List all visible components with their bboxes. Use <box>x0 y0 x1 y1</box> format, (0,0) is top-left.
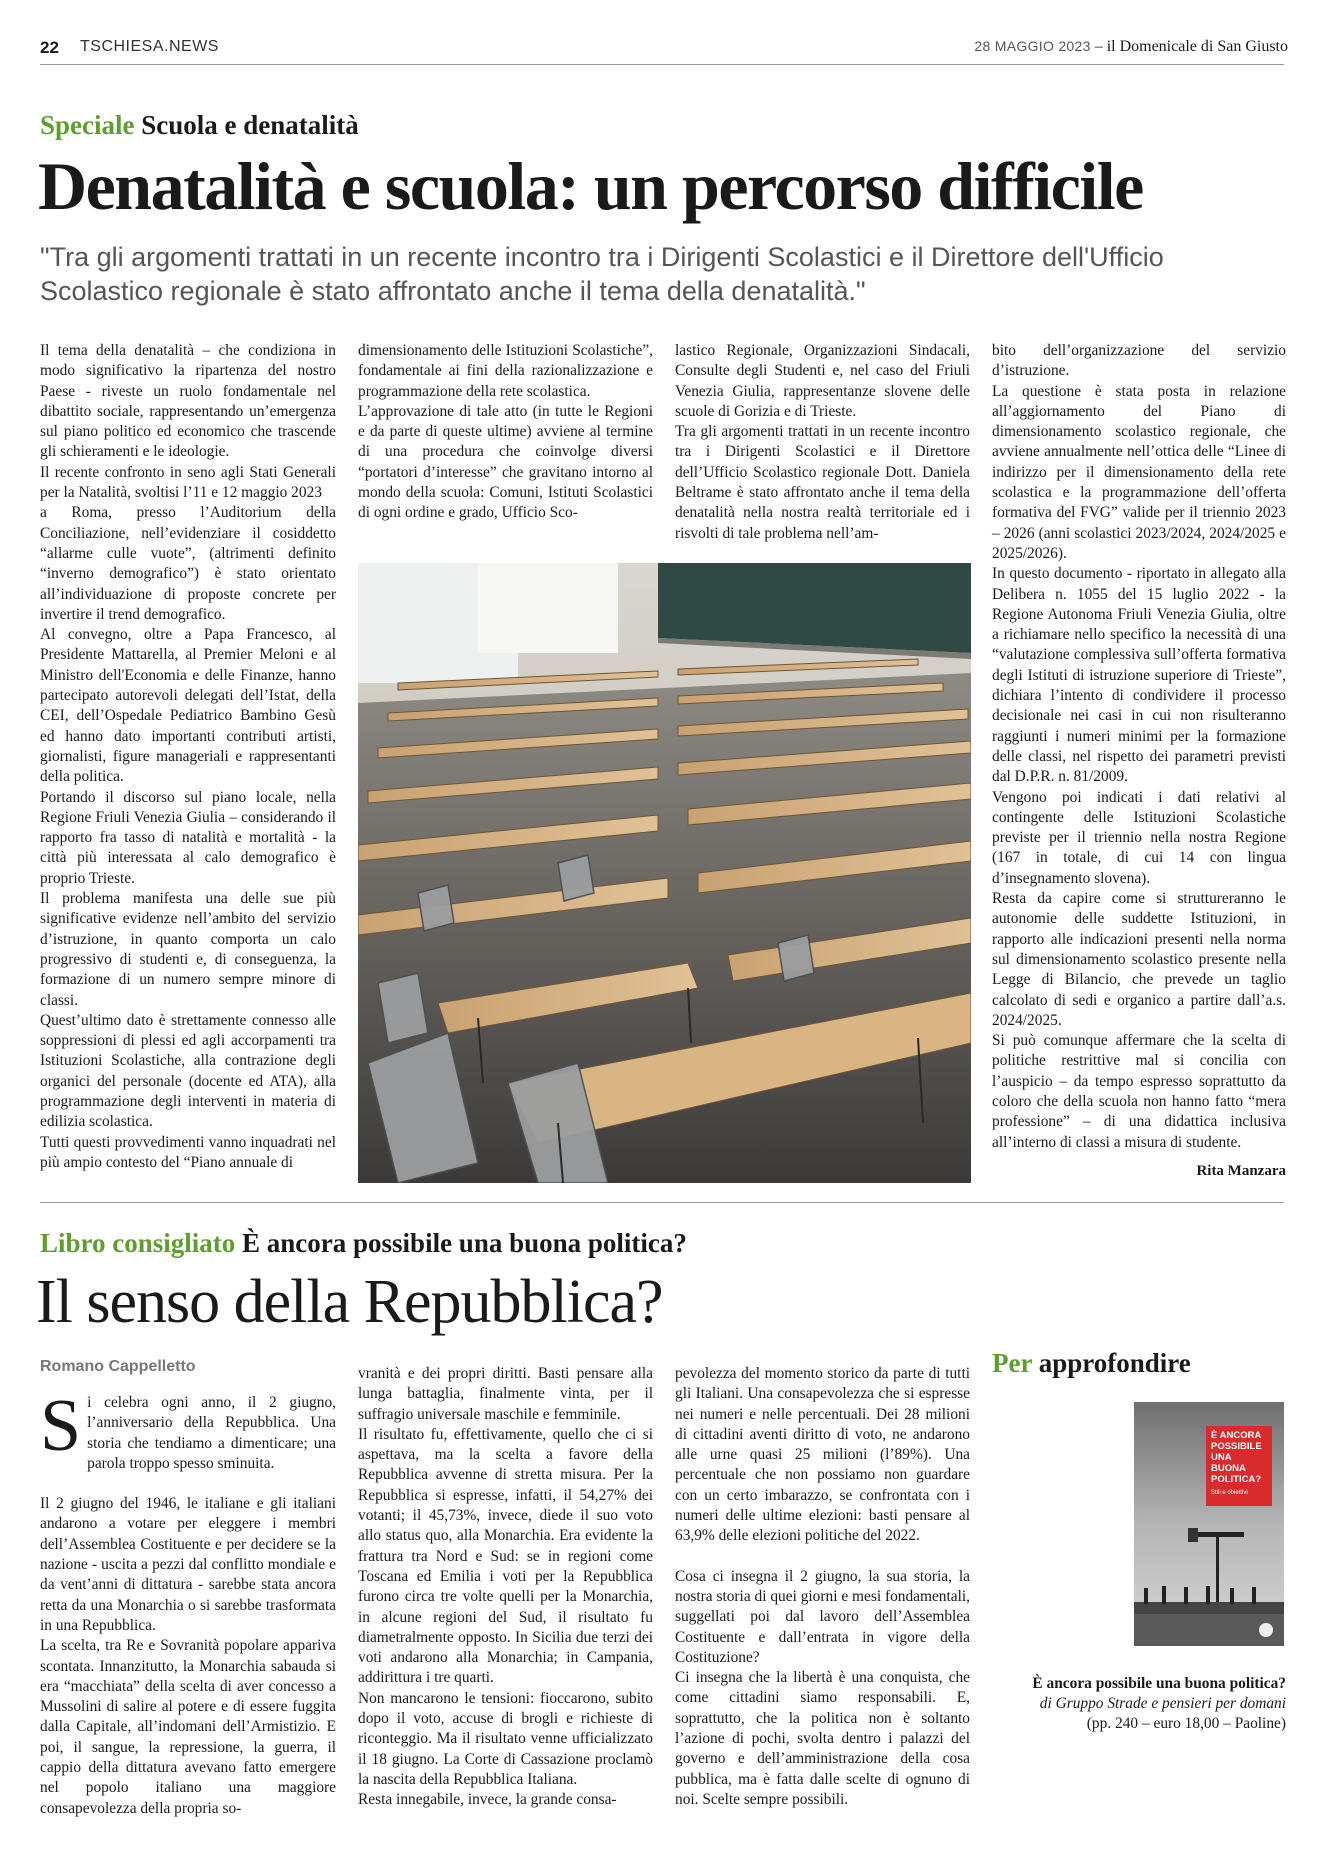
article1-column-3 <box>675 341 970 544</box>
book-info: (pp. 240 – euro 18,00 – Paoline) <box>1086 1715 1286 1732</box>
paragraph: Al convegno, oltre a Papa Francesco, al Presidente Mattarella, al Premier Meloni e al Ministro dell'Economia e delle Finanze, hanno partecipato autorevoli delegati dell’Istat, della CEI, dell’Ospedale Pediatrico Bambino Gesù ed hanno dato importanti contributi artisti, giornalisti, figure manageriali e rappresentanti della politica. <box>40 626 336 786</box>
article2-column-1 <box>40 1385 336 1819</box>
paragraph: La scelta, tra Re e Sovranità popolare appariva scontata. Innanzitutto, la Monarchia sabauda si era “macchiata” della scelta di aver concesso a Mussolini di salire al potere e di essere fuggita dalla Capitale, all’indomani dell’Armistizio. E poi, il sangue, la repressione, la guerra, il cappio della dittatura avevano fatto emergere nel popolo italiano una maggiore consapevolezza della propria so- <box>40 1637 336 1817</box>
article1-headline: Denatalità e scuola: un percorso difficile <box>38 148 1143 224</box>
sidebar-title-accent: Per <box>992 1348 1032 1378</box>
paragraph: UNA BUONA <box>1211 1452 1246 1474</box>
article1-column-1 <box>40 341 336 1173</box>
paragraph: Quest’ultimo dato è strettamente connesso alle soppressioni di plessi ed agli accorpamenti tra Istituzioni Scolastiche, alla contrazione degli organici del personale (docente ed ATA), alla programmazione degli interventi in materia di edilizia scolastica. <box>40 1011 336 1131</box>
book-author: di Gruppo Strade e pensieri per domani <box>1039 1695 1286 1712</box>
kicker-topic: Scuola e denatalità <box>141 110 359 140</box>
article1-author: Rita Manzara <box>1196 1163 1286 1179</box>
sidebar-title-rest: approfondire <box>1038 1348 1191 1378</box>
paragraph: bito dell’organizzazione del servizio d’istruzione. <box>992 342 1286 380</box>
site-name: TSCHIESA.NEWS <box>80 38 219 55</box>
article1-kicker <box>40 110 359 141</box>
paragraph: Il recente confronto in seno agli Stati Generali per la Natalità, svoltisi l’11 e 12 maggio 2023 <box>40 463 336 502</box>
book-cover-subtitle: Stili e obiettivi <box>1211 1490 1248 1496</box>
paragraph: dimensionamento delle Istituzioni Scolastiche”, fondamentale ai fini della razionalizzazione e programmazione della rete scolastica. <box>358 342 653 400</box>
paragraph: Portando il discorso sul piano locale, nella Regione Friuli Venezia Giulia – considerando il rapporto fra tasso di natalità e mortalità - la città più interessata al calo demografico è proprio Trieste. <box>40 788 336 887</box>
kicker-topic: È ancora possibile una buona politica? <box>242 1228 687 1258</box>
kicker-label: Libro consigliato <box>40 1228 236 1258</box>
paragraph: Ci insegna che la libertà è una conquista, che come cittadini siamo responsabili. E, soprattutto, che la politica non è soltanto l’azione di pochi, svolta dentro i palazzi del governo e dell’amministrazione della cosa pubblica, ma è fatta dalle scelte di ognuno di noi. Scelte sempre possibili. <box>675 1669 970 1808</box>
intro-text: i celebra ogni anno, il 2 giugno, l’anniversario della Repubblica. Una storia che tendiamo a dimenticare; una parola troppo spesso sminuita. <box>87 1394 336 1472</box>
paragraph: Tutti questi provvedimenti vanno inquadrati nel più ampio contesto del “Piano annuale di <box>40 1133 336 1171</box>
book-caption <box>986 1674 1286 1734</box>
publication-name: il Domenicale di San Giusto <box>1106 38 1288 55</box>
issue-line <box>974 38 1288 56</box>
article1-column-4 <box>992 341 1286 1153</box>
paragraph: Il 2 giugno del 1946, le italiane e gli italiani andarono a votare per eleggere i membri dell’Assemblea Costituente e per decidere se la nazione - uscita a pezzi dal conflitto mondiale e da vent’anni di dittatura - sarebbe stata ancora retta da una Monarchia o si sarebbe trasformata in una Repubblica. <box>40 1495 336 1634</box>
article2-column-3 <box>675 1364 970 1810</box>
book-cover <box>1134 1402 1284 1646</box>
kicker-label: Speciale <box>40 110 135 140</box>
paragraph: pevolezza del momento storico da parte di tutti gli Italiani. Una consapevolezza che si espresse nei numeri e nelle percentuali. Dei 28 milioni di cittadini aventi diritto di voto, ne andarono alle urne quasi 25 milioni (l’89%). Una percentuale che non possiamo non guardare con un certo imbarazzo, se confrontata con i numeri delle ultime elezioni: basti pensare al 63,9% delle elezioni politiche del 2022. <box>675 1365 970 1545</box>
paragraph: Si può comunque affermare che la scelta di politiche restrittive mal si concilia con l’auspicio – da tempo espresso soprattutto da coloro che della scuola non hanno fatto “mera professione” – di una didattica inclusiva all’interno di classi a misura di studente. <box>992 1032 1286 1151</box>
book-cover-title <box>1211 1430 1267 1485</box>
paragraph: lastico Regionale, Organizzazioni Sindacali, Consulte degli Studenti e, nel caso del Friuli Venezia Giulia, rappresentanze slovene delle scuole di Gorizia e di Trieste. <box>675 342 970 420</box>
article2-kicker <box>40 1228 687 1259</box>
article2-column-3-part-a <box>675 1364 970 1547</box>
issue-date: 28 MAGGIO 2023 <box>974 38 1091 54</box>
paragraph: È ANCORA <box>1211 1430 1262 1441</box>
paragraph: L’approvazione di tale atto (in tutte le Regioni e da parte di queste ultime) avviene al termine di una procedura che coinvolge diversi “portatori d’interesse” che gravitano intorno al mondo della scuola: Comuni, Istituti Scolastici di ogni ordine e grado, Ufficio Sco- <box>358 402 653 522</box>
paragraph: La questione è stata posta in relazione all’aggiornamento del Piano di dimensionamento scolastico regionale, che avviene annualmente nell’ottica delle “Linee di indirizzo per il dimensionamento della rete scolastica e la programmazione dell’offerta formativa del FVG” valide per il triennio 2023 – 2026 (anni scolastici 2023/2024, 2024/2025 e 2025/2026). <box>992 382 1286 562</box>
article2-column-3-part-b <box>675 1567 970 1811</box>
classroom-photo <box>358 563 971 1183</box>
article2-column-2 <box>358 1364 653 1811</box>
drop-cap: S <box>40 1385 82 1467</box>
paragraph: Non mancarono le tensioni: fioccarono, subito dopo il voto, accuse di brogli e richieste di riconteggio. Ma il risultato venne ufficializzato il 18 giugno. La Corte di Cassazione proclamò la nascita della Repubblica Italiana. <box>358 1689 653 1788</box>
paragraph: Vengono poi indicati i dati relativi al contingente delle Istituzioni Scolastiche previste per il triennio nella nostra Regione (167 in totale, di cui 14 con lingua d’insegnamento slovena). <box>992 788 1286 887</box>
book-cover-title-box <box>1206 1426 1272 1506</box>
paragraph: Cosa ci insegna il 2 giugno, la sua storia, la nostra storia di quei giorni e mesi fondamentali, suggellati poi dal lavoro dell’Assemblea Costituente e dall’entrata in vigore della Costituzione? <box>675 1567 970 1666</box>
paragraph: Tra gli argomenti trattati in un recente incontro tra i Dirigenti Scolastici e il Direttore dell’Ufficio Scolastico regionale Dott. Daniela Beltrame è stato affrontato anche il tema della denatalità nella nostra realtà territoriale ed i risvolti di tale problema nell’am- <box>675 423 970 542</box>
paragraph: POSSIBILE <box>1211 1441 1262 1452</box>
paragraph: Il problema manifesta una delle sue più significative evidenze nell’ambito del servizio d’istruzione, in quanto comporta un calo progressivo di studenti e, di conseguenza, la formazione di un numero sempre minore di classi. <box>40 890 336 1009</box>
article2-author: Romano Cappelletto <box>40 1358 196 1375</box>
article2-headline: Il senso della Repubblica? <box>36 1268 663 1336</box>
paragraph: Il tema della denatalità – che condiziona in modo significativo la ripartenza del nostro Paese - riveste un ruolo fondamentale nel dibattito sociale, rappresentando un’emergenza sul piano politico ed economico che trascende gli schieramenti e le ideologie. <box>40 342 336 461</box>
article1-column-2 <box>358 341 653 524</box>
paragraph: vranità e dei propri diritti. Basti pensare alla lunga battaglia, finalmente vinta, per il suffragio universale maschile e femminile. <box>358 1365 653 1423</box>
paragraph: POLITICA? <box>1211 1474 1262 1485</box>
paragraph: Resta innegabile, invece, la grande consa- <box>358 1791 617 1809</box>
issue-separator: – <box>1090 38 1107 55</box>
paragraph: Resta da capire come si struttureranno le autonomie delle suddette Istituzioni, in rapporto alle indicazioni presenti nella norma sul dimensionamento scolastico presente nella Legge di Bilancio, che prevede un taglio calcolato di sedi e organico a partire dall’a.s. 2024/2025. <box>992 890 1286 1029</box>
paragraph: Il risultato fu, effettivamente, quello che ci si aspettava, ma la scelta a favore della Repubblica avvenne di stretta misura. Per la Repubblica si espresse, infatti, il 54,27% dei votanti; il 45,73%, invece, diede il suo voto allo status quo, alla Monarchia. Era evidente la frattura tra Nord e Sud: se in regioni come Toscana ed Emilia i voti per la Repubblica furono circa tre volte quelli per la Monarchia, in alcune regioni del Sud, il risultato fu diametralmente opposto. In Sicilia due terzi dei voti andarono alla Monarchia; in Campania, addirittura i tre quarti. <box>358 1425 653 1687</box>
article1-lede: "Tra gli argomenti trattati in un recente incontro tra i Dirigenti Scolastici e il Direttore dell'Ufficio Scolastico regionale è stato affrontato anche il tema della denatalità." <box>40 242 1164 306</box>
header-divider <box>40 64 1284 65</box>
paragraph: a Roma, presso l’Auditorium della Conciliazione, nell’evidenziare il cosiddetto “allarme culle vuote”, (altrimenti definito “inverno demografico”) è stato orientato all’individuazione di proposte concrete per invertire il trend demografico. <box>40 504 336 623</box>
intro-paragraph <box>40 1385 336 1474</box>
article2-column-1-body <box>40 1494 336 1819</box>
sidebar-title <box>992 1348 1191 1379</box>
section-divider <box>40 1202 1284 1203</box>
page-number: 22 <box>40 38 59 57</box>
paragraph: In questo documento - riportato in allegato alla Delibera n. 1055 del 15 luglio 2022 - la Regione Autonoma Friuli Venezia Giulia, oltre a richiamare nello specifico la necessità di una “valutazione complessiva sull’offerta formativa degli Istituti di istruzione superiore di Trieste”, dichiara l’intento di condividere il processo decisionale nei casi in cui non risulteranno raggiunti i numeri minimi per la formazione delle classi, nel rispetto dei parametri previsti dal D.P.R. n. 81/2009. <box>992 565 1286 786</box>
book-title: È ancora possibile una buona politica? <box>1032 1675 1286 1692</box>
